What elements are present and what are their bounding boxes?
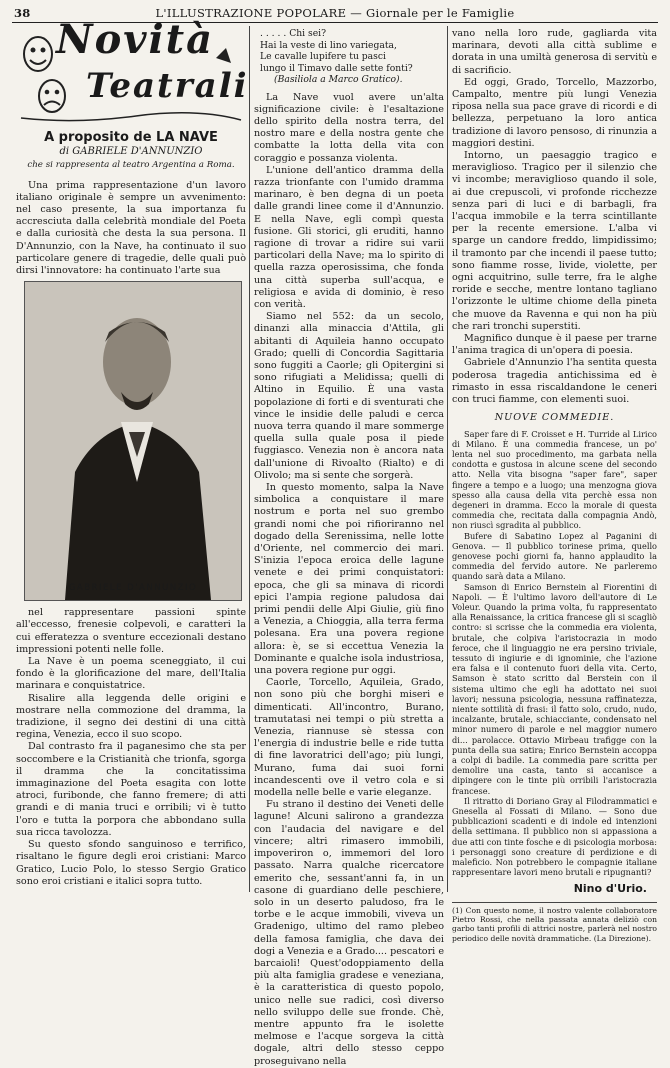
photo-caption: GABRIELE D'ANNUNZIO <box>68 583 198 594</box>
article-paragraph: Risalire alla leggenda delle origini e mostrare nella commozione del dramma, la tradizione, il segno dei destini di una città regina, Venezia, ecco il suo scopo. <box>16 692 246 741</box>
verse-quote <box>254 28 444 86</box>
article-paragraph: La Nave è un poema sceneggiato, il cui fondo è la glorificazione del mare, dell'Italia marinara e conquistatrice. <box>16 656 246 692</box>
column-2 <box>254 28 444 1067</box>
column-1 <box>16 16 249 888</box>
article-paragraph: Fu strano il destino dei Veneti delle lagune! Alcuni salirono a grandezza con l'audacia del navigare e del vincere; altri rimasero immobili, impoveriron o, immemori del loro passato. Narra qualche ricercatore emerito che, sessant'anni fa, in un casone di guardiano delle peschiere, solo in un deserto paludoso, fra le torbe e le acque immobili, viveva un Gradenigo, ultimo del ramo plebeo della famosa famiglia, che dava dei dogi a Venezia e a Grado.... pescatori e barcaioli! Quest'odoppiamento della più alta famiglia gradese e veneziana, è la caratteristica di questo popolo, unico nelle sue radici, così diverso nello sviluppo delle sue fronde. Chè, mentre appunto fra le isolette melmose e l'acque sorgeva la città dogale, altri dello stesso ceppo proseguivano nella <box>254 799 444 1067</box>
portrait-illustration <box>25 282 241 600</box>
article-paragraph: nel rappresentare passioni spinte all'eccesso, frenesie colpevoli, e caratteri la cui efferatezza o sventure eccezionali destano impressioni potenti nelle folle. <box>16 607 246 655</box>
column-3 <box>452 28 657 943</box>
review-paragraph: Saper fare di F. Croisset e H. Turride al Lirico di Milano. È una commedia francese, un po' lenta nel suo procedimento, ma garbata nella condotta e gustosa in alcune scene del secondo atto. Nella vita bisogna "saper fare", saper fingere a tempo e a luogo; una menzogna giova spesso alla causa della vita perchè essa non degeneri in dramma. Ecco la morale di questa commedia che, recitata dalla compagnia Andò, non riuscì sgradita al pubblico. <box>452 428 657 531</box>
verse-attribution: (Basiliola a Marco Gratico). <box>274 74 403 85</box>
column-divider <box>249 26 250 892</box>
article-paragraph: vano nella loro rude, gagliarda vita marinara, devoti alla città sublime e dorata in una umiltà generosa di servitù e di sacrificio. <box>452 28 657 76</box>
novita-teatrali-logo <box>16 16 249 128</box>
article-paragraph: L'unione dell'antico dramma della razza trionfante con l'umido dramma marinaro, è ben degna di un poeta dalle grandi linee come il d'Annunzio. E nella Nave, egli compì questa fusione. Gli storici, gli eruditi, hanno ragione di trovar a ridire sui varii particolari della Nave; ma lo spirito di quella razza operosissima, che fonda una città superba sull'acqua, e religiosa e avida di dominio, è reso con verità. <box>254 164 444 310</box>
article-paragraph: Siamo nel 552: da un secolo, dinanzi alla minaccia d'Attila, gli abitanti di Aquileia hanno occupato Grado; quelli di Concordia Sagittaria sono fuggiti a Caorle; gli Opitergini si sono rifugiati a Melidissa; quelli di Altino in Equilio. È una vasta popolazione di forti e di sventurati che vince le insidie delle paludi e cerca nuova terra quando il mare sommerge quella sulla quale posa il piede fuggiasco. Venezia non è ancora nata dall'unione di Rivoalto (Rialto) e di Olivolo; ma si sente che sorgerà. <box>254 311 444 481</box>
article-paragraph: Caorle, Torcello, Aquileia, Grado, non sono più che borghi miseri e dimenticati. All'incontro, Burano, tramutatasi nei tempi o più stretta a Venezia, riannuse sè stessa con l'energia di industrie belle e ride tutta di fine lavoratrici dell'ago; più lungi, Murano, fuma dai suoi forni incandescenti ove il vetro cola e si modella nelle belle e varie eleganze. <box>254 677 444 799</box>
column-divider <box>447 26 448 892</box>
section-title: NUOVE COMMEDIE. <box>494 412 615 424</box>
publication-title: L'ILLUSTRAZIONE POPOLARE — Giornale per le Famiglie <box>155 6 515 20</box>
review-paragraph: Bufere di Sabatino Lopez al Paganini di Genova. — Il pubblico torinese prima, quello genovese pochi giorni fa, hanno applaudito la commedia del fervido autore. Ne parleremo quando sarà data a Milano. <box>452 530 657 582</box>
portrait-photo <box>24 281 242 601</box>
article-paragraph: La Nave vuol avere un'alta significazione civile: è l'esaltazione dello spirito della nostra terra, del nostro mare e della nostra gente che combatte la lotta della vita con coraggio e possanza violenta. <box>254 91 444 164</box>
author-signature: Nino d'Urio. <box>573 882 647 896</box>
article-paragraph: Su questo sfondo sanguinoso e terrifico, risaltano le figure degli eroi cristiani: Marco Gratico, Lucio Polo, lo stesso Sergio Gratico sono eroi cristiani e italici sopra tutto. <box>16 839 246 887</box>
article-paragraph: In questo momento, salpa la Nave simbolica a conquistare il mare nostrum e porta nel suo grembo grandi nomi che poi rifioriranno nel dogado della Serenissima, nelle lotte d'Oriente, nel commercio dei mari. S'inizia l'epoca eroica delle lagune venete e dei primi conquistatori: epoca, che gli sa minava di ricordi epici l'ampia regione paludosa dai primi pendii delle Alpi Giulie, giù fino a Venezia, a Chioggia, alla terra ferma polesana. Era una povera regione allora: è, se si eccettua Venezia la Dominante e qualche isola industriosa, una povera regione pur oggi. <box>254 482 444 677</box>
article-paragraph: Intorno, un paesaggio tragico e meraviglioso. Tragico per il silenzio che vi incombe; meraviglioso quando il sole, ai due crepuscoli, vi profonde ricchezze senza pari di luci e di barbagli, fra l'acqua immobile e la terra scintillante per la recente emersione. L'alba vi sparge un candore freddo, limpidissimo; il tramonto par che incendi il paese tutto; sono fiamme rosse, livide, violette, per ogni acquitrino, sulle terre, fra le alghe roride e secche, mentre lontano tagliano l'orizzonte le ultime chiome della pineta che muove da Ravenna e qui non ha più che rari tronchi superstiti. <box>452 150 657 332</box>
article-paragraph: Dal contrasto fra il paganesimo che sta per soccombere e la Cristianità che trionfa, sgorga il dramma che la concitatissima immaginazione del Poeta esagita con lotte atroci, furibonde, che fanno fremere; di atti grandi e di mania truci e orribili; vi è tutto l'oro e tutta la porpora che abbondano sulla sua ricca tavolozza. <box>16 741 246 838</box>
article-paragraph: Magnifico dunque è il paese per trarne l'anima tragica di un'opera di poesia. <box>452 333 657 357</box>
verse-line: lungo il Timavo dalle sette fonti? <box>260 62 413 74</box>
logo-line-1: Novità <box>56 16 215 63</box>
article-note: che si rappresenta al teatro Argentina a Roma. <box>27 160 235 171</box>
verse-line: . . . . . Chi sei? <box>260 28 327 39</box>
verse-line: Hai la veste di lino variegata, <box>260 39 397 51</box>
article-paragraph: Gabriele d'Annunzio l'ha sentita questa poderosa tragedia antichissima ed è rimasto in essa riscaldandone le ceneri con truci fiamme, con elementi suoi. <box>452 357 657 406</box>
article-paragraph: Ed oggi, Grado, Torcello, Mazzorbo, Campalto, mentre più lungi Venezia riposa nella sua pace grave di ricordi e di bellezza, perpetuano la loro antica tradizione di lavoro pensoso, di rinunzia a maggiori destini. <box>452 76 657 149</box>
verse-line: Le cavalle lupifere tu pasci <box>260 51 386 62</box>
footnote: (1) Con questo nome, il nostro valente collaboratore Pietro Rossi, che nella passata annata deliziò con garbo tanti profili di attrici nostre, parlerà nel nostro periodico delle novità drammatiche. (La Direzione). <box>452 902 657 944</box>
article-byline: di GABRIELE D'ANNUNZIO <box>59 146 203 158</box>
article-title: A proposito de LA NAVE <box>44 130 218 145</box>
review-paragraph: Il ritratto di Doriano Gray al Filodrammatici e Gnesella al Fossati di Milano. — Sono due pubblicazioni scadenti e di indole ed intenzioni della settimana. Il pubblico non si appassiona a due atti con tinte fosche e di psicologia morbosa: i personaggi sono creature di perdizione e di maleficio. Non potrebbero le compagnie italiane rappresentare lavori meno brutali e ripugnanti? <box>452 795 657 878</box>
article-paragraph: Una prima rappresentazione d'un lavoro italiano originale è sempre un avvenimento: nel caso presente, la sua importanza fu accresciuta dalla celebrità mondiale del Poeta e dalla curiosità che desta la sua persona. Il D'Annunzio, con la Nave, ha continuato il suo particolare genere di tragedie, delle quali può dirsi l'innovatore: ha continuato l'arte sua <box>16 179 246 277</box>
page-number: 38 <box>14 6 31 20</box>
logo-line-2: Teatrali <box>86 66 249 106</box>
review-paragraph: Samson di Enrico Bernstein al Fiorentini di Napoli. — È l'ultimo lavoro dell'autore di Le Voleur. Quando la prima volta, fu rappresentato alla Renaissance, la critica francese gli si scagliò contro: si scrisse che la commedia era violenta, brutale, che colpiva l'aristocrazia in modo feroce, che il linguaggio ne era persino triviale, tessuto di ingiurie e di ignominie, che l'azione era falsa e il contenuto fuori della vita. Certo, Samson è stato scritto dal Berstein con il sistema ultimo che egli ha adottato nei suoi lavori; nessuna psicologia, nessuna raffinatezza, niente sottilità di frasi: il fatto solo, crudo, nudo, incalzante, brutale, schiacciante, condensato nel minor numero di parole e nel maggior numero di... parolacce. Ottavio Mirbeau trafigge con la punta della sua satira; Enrico Bernstein accoppa a colpi di badile. La commedia pare scritta per demolire una casta, tanto si accanisce a dipingere con le tinte più orribili l'aristocrazia francese. <box>452 581 657 796</box>
